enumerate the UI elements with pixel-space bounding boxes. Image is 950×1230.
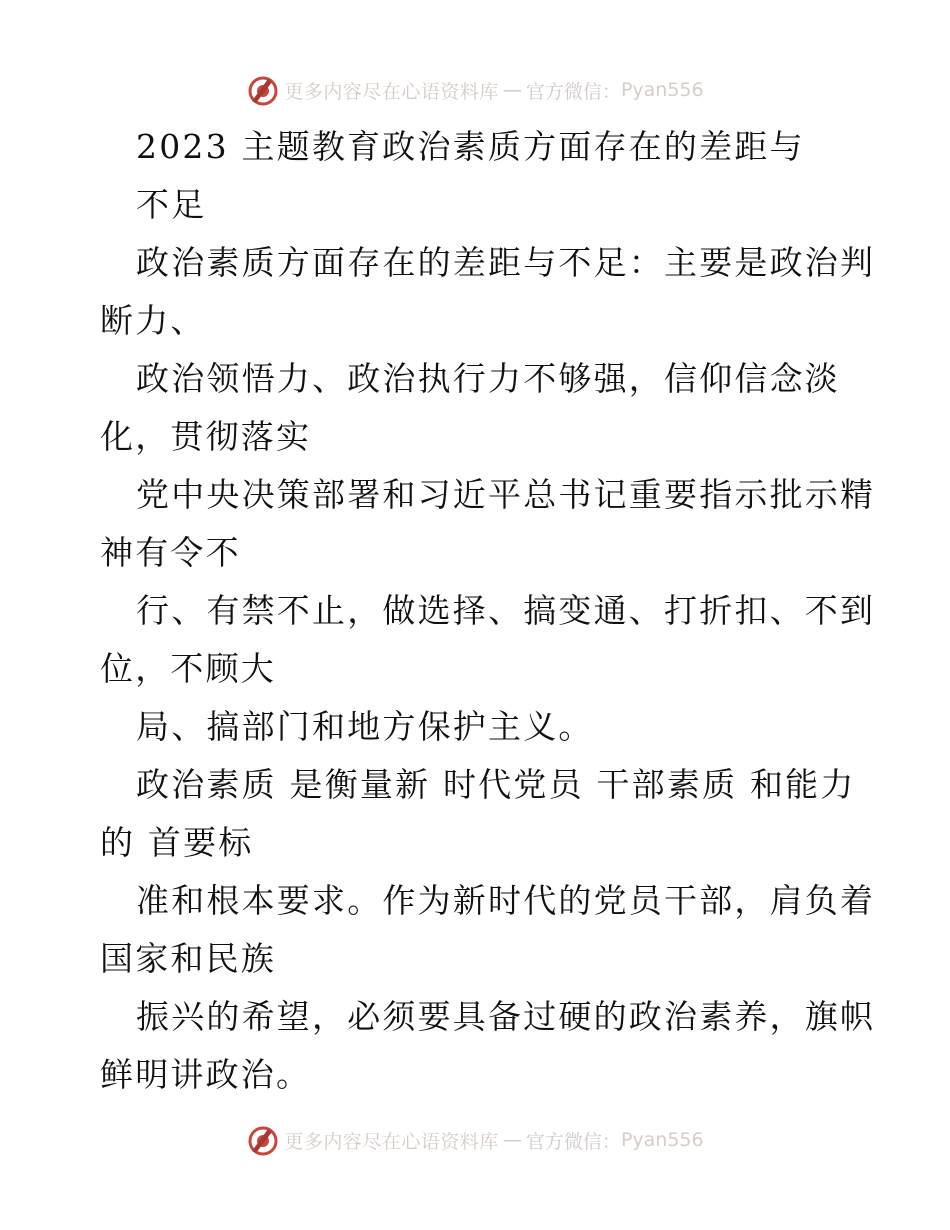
brand-dash: — <box>502 79 522 101</box>
doc-line: 政治素质 是衡量新 时代党员 干部素质 和能力 <box>136 765 856 804</box>
brand-name: 更多内容尽在心语资料库 <box>284 1130 499 1153</box>
doc-title-line-1: 2023 主题教育政治素质方面存在的差距与 <box>136 127 805 166</box>
doc-line: 位，不顾大 <box>100 649 276 688</box>
doc-title-line-2: 不足 <box>136 185 207 224</box>
wechat-label: 官方微信： <box>525 80 621 103</box>
doc-line: 局、搞部门和地方保护主义。 <box>136 707 594 746</box>
brand-dash: — <box>502 1129 522 1151</box>
brand-logo-icon <box>246 73 280 107</box>
doc-line: 断力、 <box>100 301 206 340</box>
doc-line: 政治领悟力、政治执行力不够强，信仰信念淡 <box>136 359 840 398</box>
document-body <box>100 118 876 1104</box>
header-watermark <box>0 70 950 110</box>
wechat-id: Pyan556 <box>620 1129 704 1151</box>
doc-line: 振兴的希望，必须要具备过硬的政治素养，旗帜 <box>136 997 876 1036</box>
doc-line: 鲜明讲政治。 <box>100 1055 312 1094</box>
wechat-id: Pyan556 <box>620 79 704 101</box>
doc-line: 政治素质方面存在的差距与不足：主要是政治判 <box>136 243 876 282</box>
doc-line: 行、有禁不止，做选择、搞变通、打折扣、不到 <box>136 591 876 630</box>
doc-line: 化，贯彻落实 <box>100 417 312 456</box>
doc-line: 党中央决策部署和习近平总书记重要指示批示精 <box>136 475 876 514</box>
brand-name: 更多内容尽在心语资料库 <box>284 80 499 103</box>
doc-line: 的 首要标 <box>100 823 254 862</box>
footer-watermark <box>0 1120 950 1160</box>
brand-logo-icon <box>246 1123 280 1157</box>
doc-line: 国家和民族 <box>100 939 276 978</box>
doc-line: 神有令不 <box>100 533 241 572</box>
doc-line: 准和根本要求。作为新时代的党员干部，肩负着 <box>136 881 876 920</box>
wechat-label: 官方微信： <box>525 1130 621 1153</box>
